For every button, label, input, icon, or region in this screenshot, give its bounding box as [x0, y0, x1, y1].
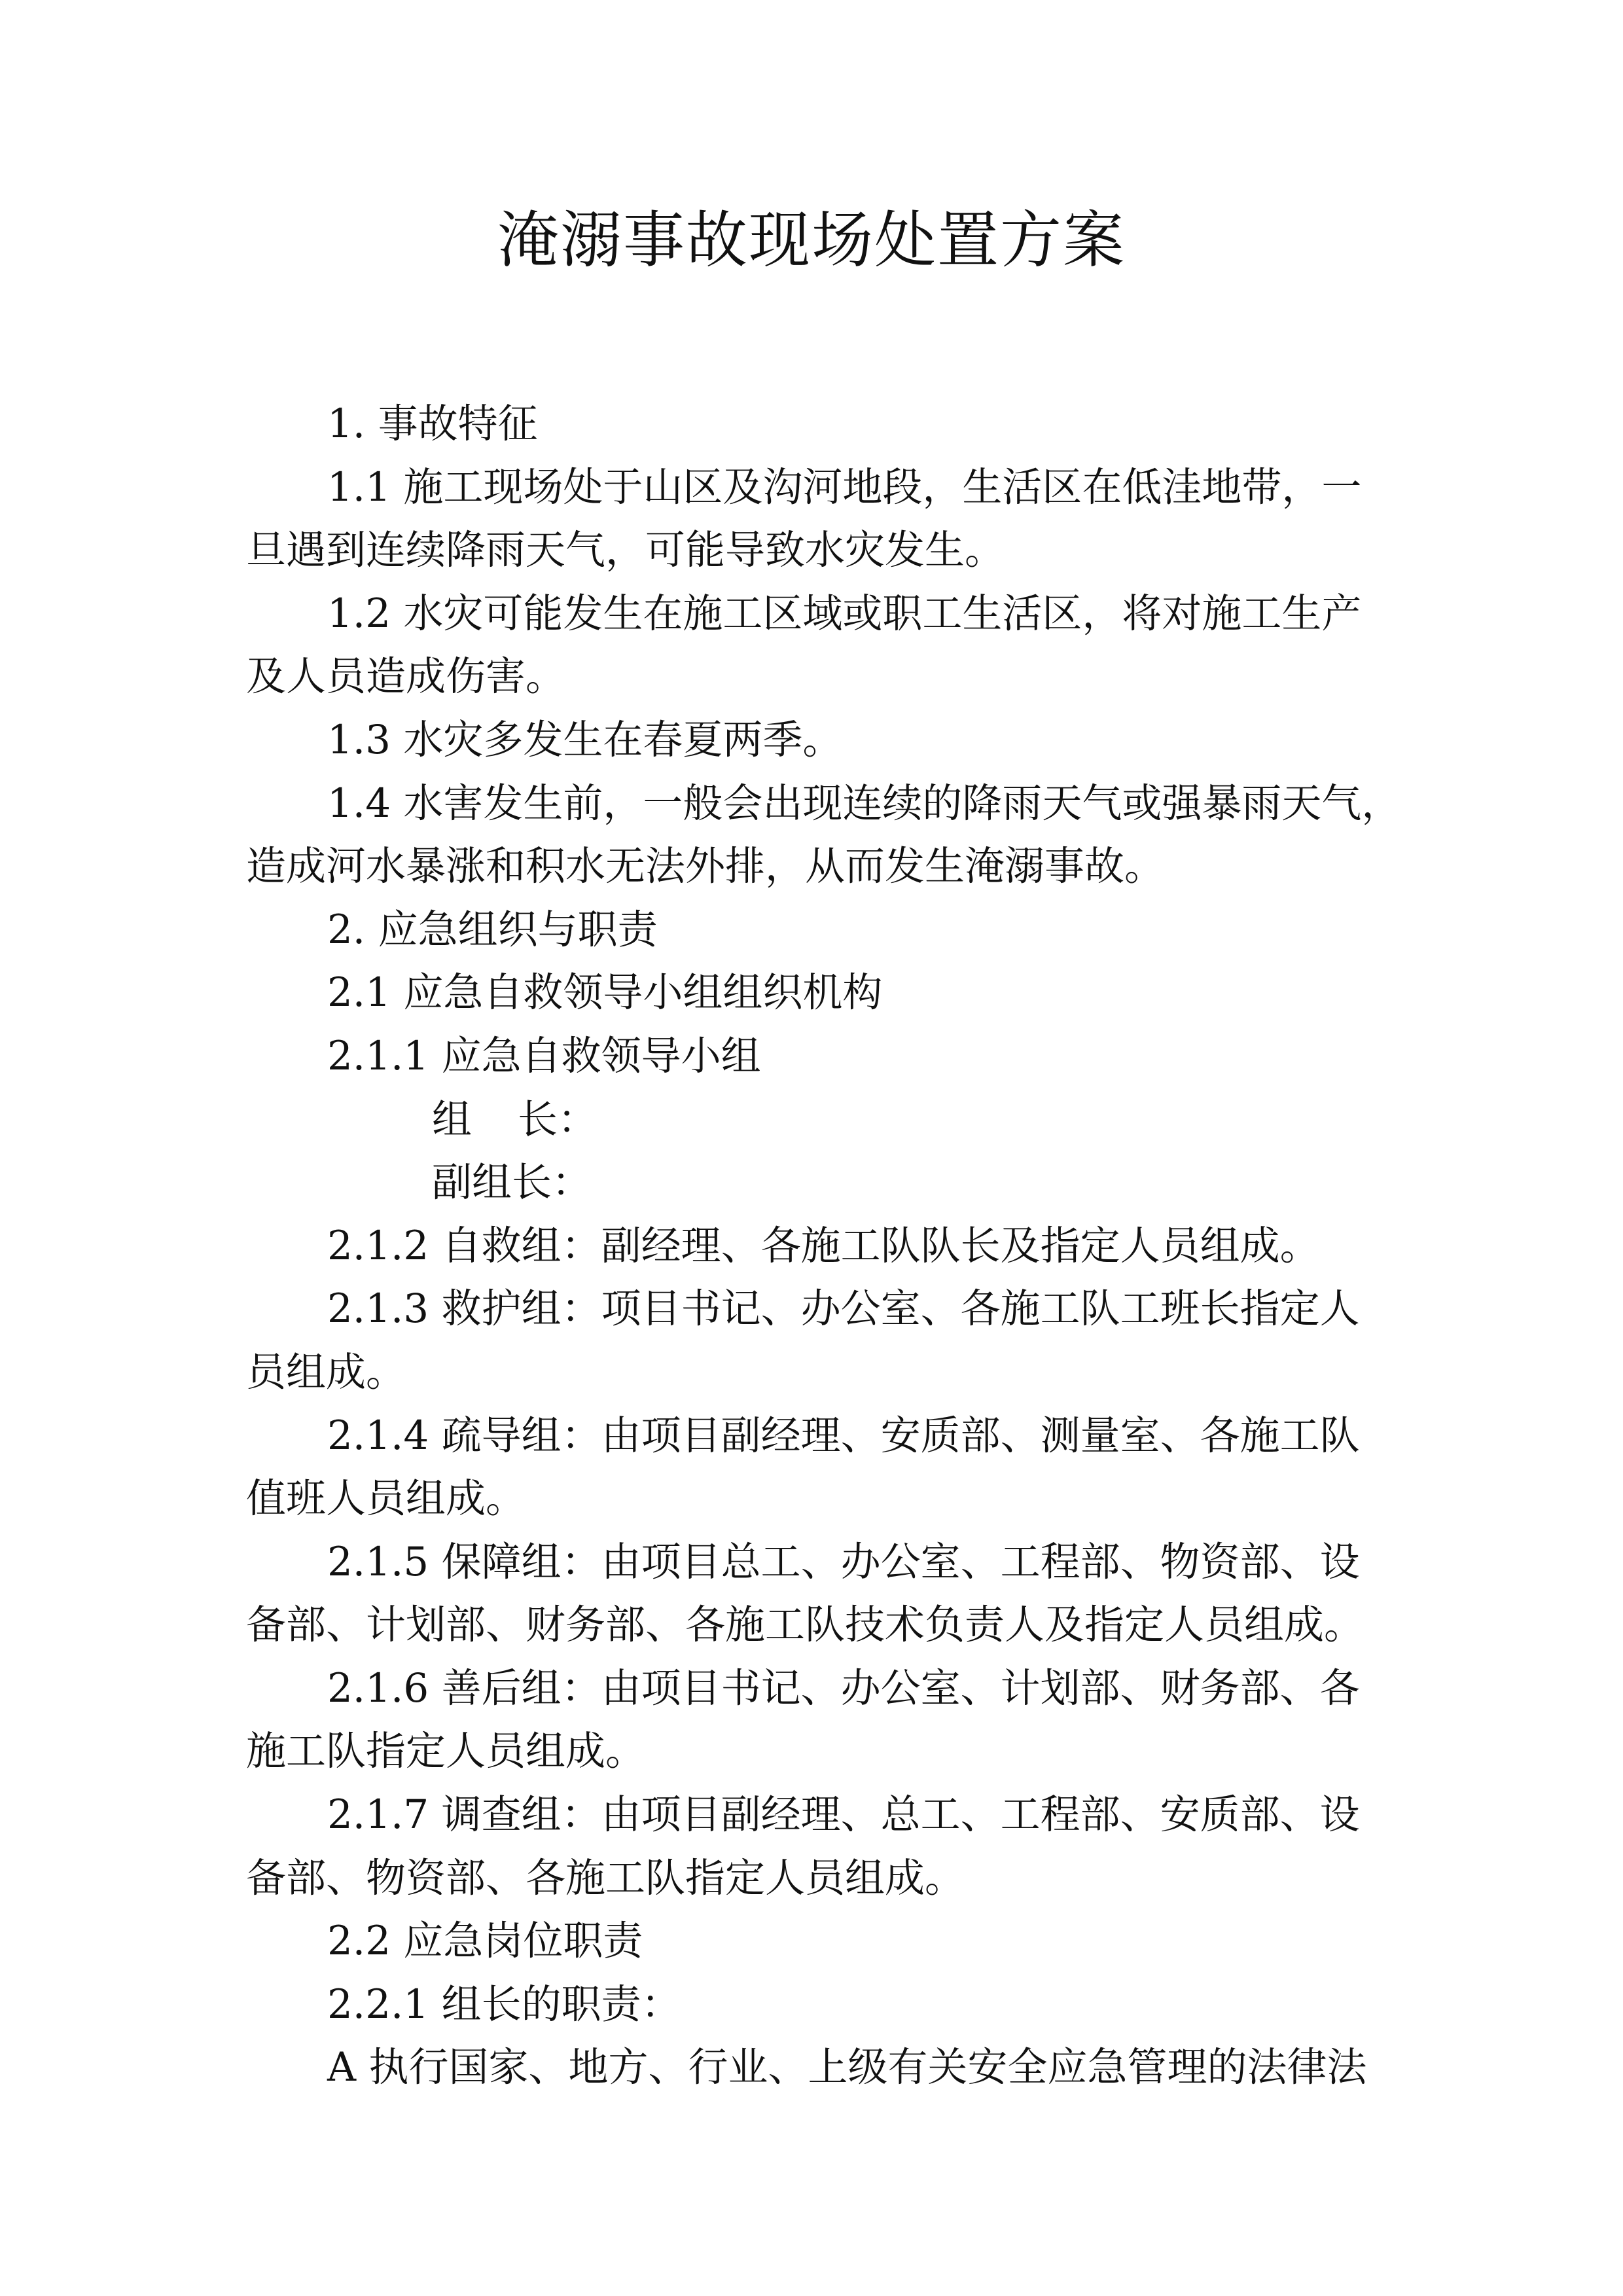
paragraph-1-3: 1.3 水灾多发生在春夏两季。 — [327, 716, 843, 763]
paragraph-2-1-2: 2.1.2 自救组：副经理、各施工队队长及指定人员组成。 — [327, 1222, 1320, 1269]
paragraph-2-1-6-line-2: 施工队指定人员组成。 — [246, 1728, 646, 1775]
paragraph-2-1-4-line-2: 值班人员组成。 — [246, 1475, 526, 1522]
paragraph-2-1-3-line-1: 2.1.3 救护组：项目书记、办公室、各施工队工班长指定人 — [327, 1285, 1360, 1333]
leader-label-part-2: 长： — [518, 1096, 598, 1143]
paragraph-2-1-5-line-2: 备部、计划部、财务部、各施工队技术负责人及指定人员组成。 — [246, 1602, 1364, 1649]
paragraph-1-4-line-1: 1.4 水害发生前，一般会出现连续的降雨天气或强暴雨天气， — [327, 780, 1402, 827]
paragraph-2-1-5-line-1: 2.1.5 保障组：由项目总工、办公室、工程部、物资部、设 — [327, 1538, 1360, 1585]
paragraph-1-4-line-2: 造成河水暴涨和积水无法外排，从而发生淹溺事故。 — [246, 843, 1165, 890]
paragraph-2-1-6-line-1: 2.1.6 善后组：由项目书记、办公室、计划部、财务部、各 — [327, 1664, 1360, 1712]
paragraph-1-1-line-1: 1.1 施工现场处于山区及沟河地段，生活区在低洼地带，一 — [327, 463, 1362, 511]
heading-1-accident-features: 1. 事故特征 — [327, 401, 538, 447]
heading-2-1-1: 2.1.1 应急自救领导小组 — [327, 1032, 761, 1079]
document-title: 淹溺事故现场处置方案 — [497, 205, 1126, 276]
heading-2-2: 2.2 应急岗位职责 — [327, 1918, 643, 1965]
document-body — [246, 393, 1402, 2100]
heading-2-2-1: 2.2.1 组长的职责： — [327, 1981, 681, 2028]
paragraph-1-2-line-2: 及人员造成伤害。 — [246, 653, 566, 700]
leader-label-part-1: 组 — [432, 1096, 473, 1143]
paragraph-2-1-3-line-2: 员组成。 — [246, 1348, 406, 1395]
paragraph-2-1-7-line-1: 2.1.7 调查组：由项目副经理、总工、工程部、安质部、设 — [327, 1791, 1360, 1839]
paragraph-2-1-7-line-2: 备部、物资部、各施工队指定人员组成。 — [246, 1854, 965, 1901]
heading-2-1: 2.1 应急自救领导小组组织机构 — [327, 969, 883, 1016]
paragraph-1-1-line-2: 旦遇到连续降雨天气，可能导致水灾发生。 — [246, 527, 1005, 574]
paragraph-a-line-1: A 执行国家、地方、行业、上级有关安全应急管理的法律法 — [327, 2044, 1367, 2091]
paragraph-2-1-4-line-1: 2.1.4 疏导组：由项目副经理、安质部、测量室、各施工队 — [327, 1412, 1360, 1459]
deputy-leader-line: 副组长： — [432, 1159, 592, 1206]
paragraph-1-2-line-1: 1.2 水灾可能发生在施工区域或职工生活区，将对施工生产 — [327, 590, 1362, 637]
heading-2-emergency-organization: 2. 应急组织与职责 — [327, 906, 658, 953]
leader-line — [246, 1088, 1382, 1152]
